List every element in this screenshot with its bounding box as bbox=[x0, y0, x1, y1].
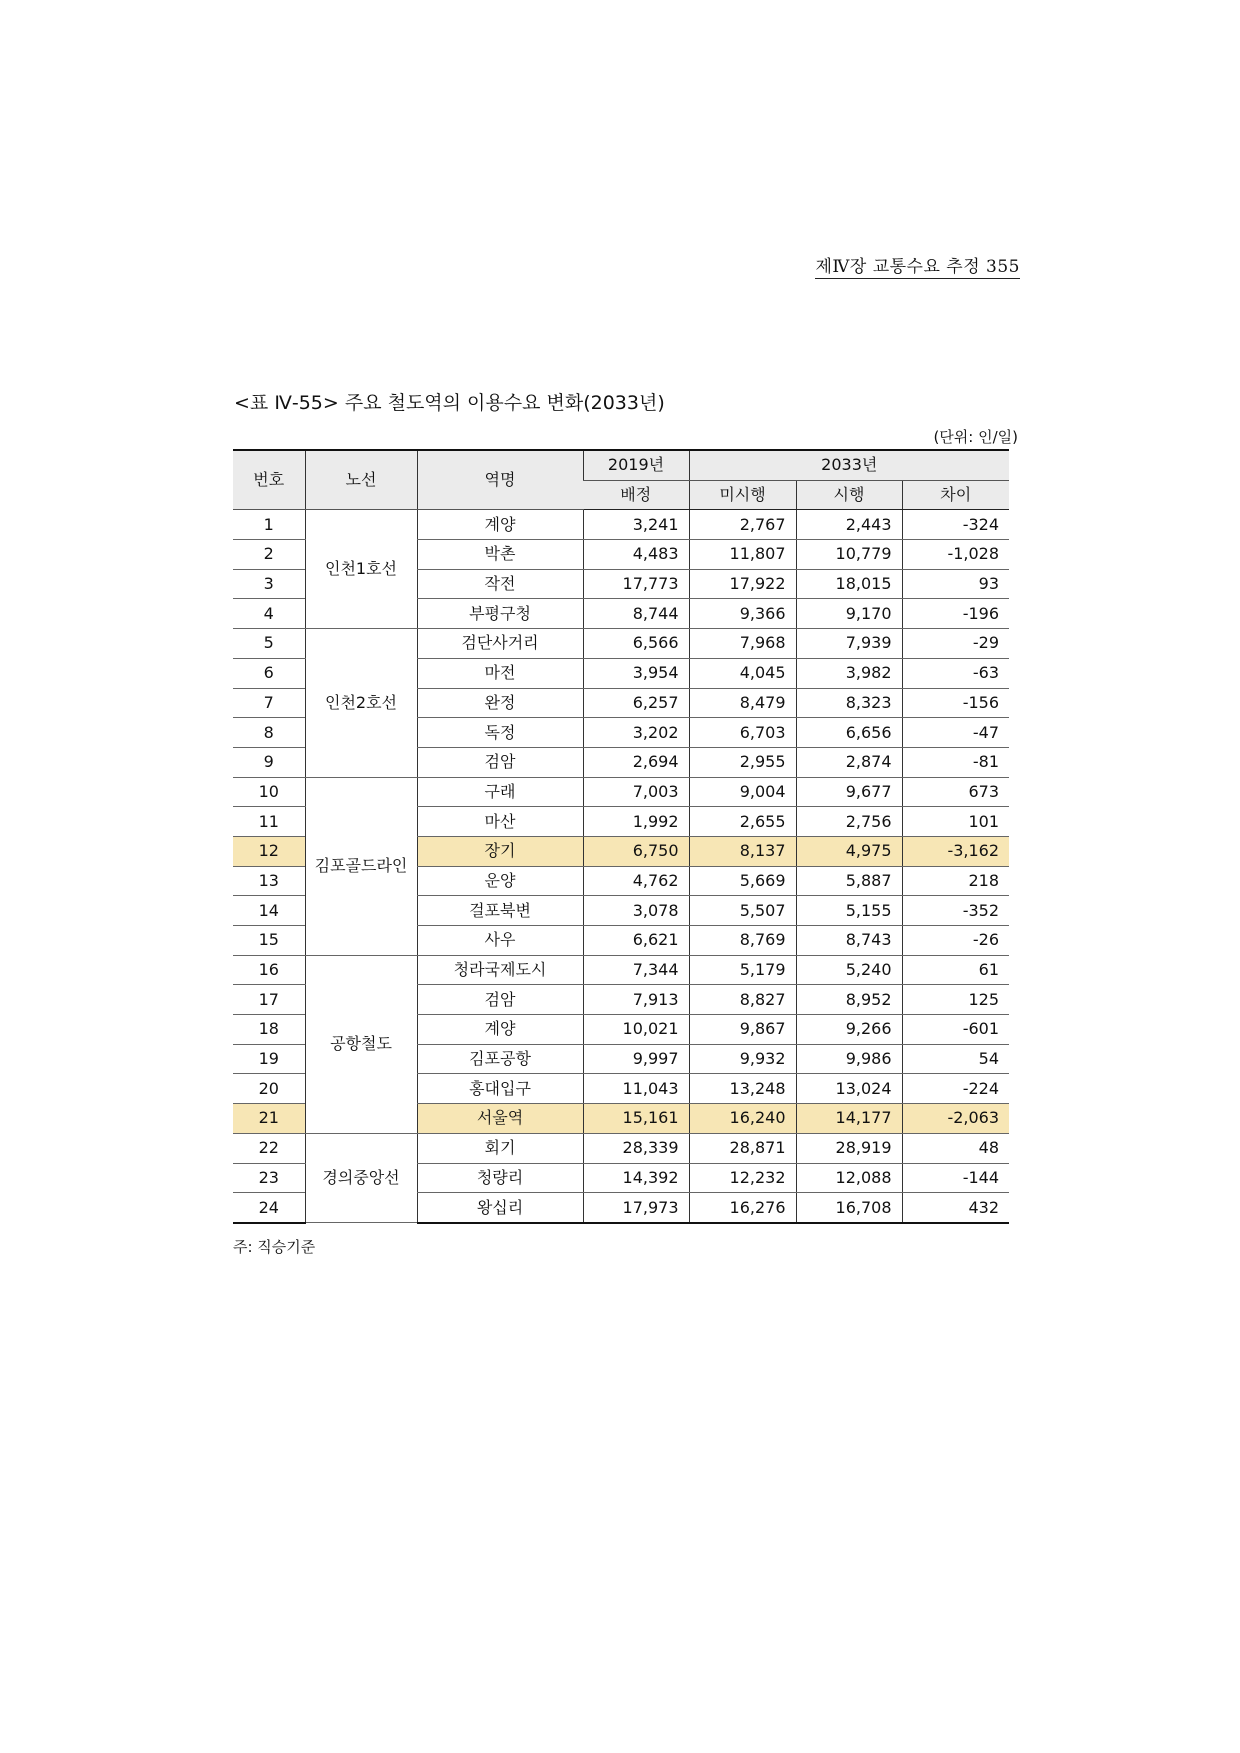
row-number: 18 bbox=[233, 1015, 305, 1045]
station-name: 독정 bbox=[417, 718, 583, 748]
header-without: 미시행 bbox=[689, 480, 796, 510]
row-number: 20 bbox=[233, 1074, 305, 1104]
with-2033: 4,975 bbox=[796, 836, 902, 866]
station-name: 청량리 bbox=[417, 1163, 583, 1193]
alloc-2019: 3,241 bbox=[583, 510, 689, 540]
station-name: 마전 bbox=[417, 658, 583, 688]
station-name: 검암 bbox=[417, 747, 583, 777]
diff-2033: 101 bbox=[902, 807, 1009, 837]
unit-note: (단위: 인/일) bbox=[933, 428, 1018, 446]
with-2033: 12,088 bbox=[796, 1163, 902, 1193]
line-name-cell: 김포골드라인 bbox=[305, 777, 417, 955]
without-2033: 5,507 bbox=[689, 896, 796, 926]
with-2033: 9,986 bbox=[796, 1044, 902, 1074]
row-number: 11 bbox=[233, 807, 305, 837]
station-name: 계양 bbox=[417, 1015, 583, 1045]
header-row-1 bbox=[233, 450, 1009, 480]
alloc-2019: 3,202 bbox=[583, 718, 689, 748]
diff-2033: 125 bbox=[902, 985, 1009, 1015]
alloc-2019: 4,762 bbox=[583, 866, 689, 896]
line-name-cell: 공항철도 bbox=[305, 955, 417, 1133]
station-name: 김포공항 bbox=[417, 1044, 583, 1074]
alloc-2019: 8,744 bbox=[583, 599, 689, 629]
without-2033: 2,955 bbox=[689, 747, 796, 777]
without-2033: 9,366 bbox=[689, 599, 796, 629]
table-body bbox=[233, 510, 1009, 1223]
without-2033: 2,655 bbox=[689, 807, 796, 837]
row-number: 8 bbox=[233, 718, 305, 748]
station-name: 부평구청 bbox=[417, 599, 583, 629]
diff-2033: -156 bbox=[902, 688, 1009, 718]
line-name-cell: 인천1호선 bbox=[305, 510, 417, 629]
diff-2033: -352 bbox=[902, 896, 1009, 926]
alloc-2019: 4,483 bbox=[583, 540, 689, 570]
row-number: 14 bbox=[233, 896, 305, 926]
header-station: 역명 bbox=[417, 450, 583, 510]
station-name: 마산 bbox=[417, 807, 583, 837]
without-2033: 2,767 bbox=[689, 510, 796, 540]
without-2033: 8,137 bbox=[689, 836, 796, 866]
station-name: 완정 bbox=[417, 688, 583, 718]
without-2033: 16,276 bbox=[689, 1193, 796, 1223]
alloc-2019: 2,694 bbox=[583, 747, 689, 777]
station-name: 왕십리 bbox=[417, 1193, 583, 1223]
with-2033: 8,743 bbox=[796, 926, 902, 956]
alloc-2019: 7,003 bbox=[583, 777, 689, 807]
station-name: 검암 bbox=[417, 985, 583, 1015]
row-number: 13 bbox=[233, 866, 305, 896]
header-line: 노선 bbox=[305, 450, 417, 510]
row-number: 17 bbox=[233, 985, 305, 1015]
diff-2033: -144 bbox=[902, 1163, 1009, 1193]
row-number: 24 bbox=[233, 1193, 305, 1223]
alloc-2019: 14,392 bbox=[583, 1163, 689, 1193]
header-no: 번호 bbox=[233, 450, 305, 510]
station-name: 걸포북변 bbox=[417, 896, 583, 926]
diff-2033: 673 bbox=[902, 777, 1009, 807]
diff-2033: 432 bbox=[902, 1193, 1009, 1223]
without-2033: 9,004 bbox=[689, 777, 796, 807]
alloc-2019: 6,566 bbox=[583, 629, 689, 659]
with-2033: 16,708 bbox=[796, 1193, 902, 1223]
diff-2033: -63 bbox=[902, 658, 1009, 688]
with-2033: 8,952 bbox=[796, 985, 902, 1015]
alloc-2019: 10,021 bbox=[583, 1015, 689, 1045]
with-2033: 28,919 bbox=[796, 1133, 902, 1163]
diff-2033: -1,028 bbox=[902, 540, 1009, 570]
without-2033: 9,932 bbox=[689, 1044, 796, 1074]
table-title: <표 Ⅳ-55> 주요 철도역의 이용수요 변화(2033년) bbox=[234, 392, 665, 414]
diff-2033: 54 bbox=[902, 1044, 1009, 1074]
without-2033: 7,968 bbox=[689, 629, 796, 659]
alloc-2019: 17,973 bbox=[583, 1193, 689, 1223]
diff-2033: -26 bbox=[902, 926, 1009, 956]
with-2033: 18,015 bbox=[796, 569, 902, 599]
header-alloc: 배정 bbox=[583, 480, 689, 510]
with-2033: 9,170 bbox=[796, 599, 902, 629]
with-2033: 7,939 bbox=[796, 629, 902, 659]
without-2033: 4,045 bbox=[689, 658, 796, 688]
with-2033: 13,024 bbox=[796, 1074, 902, 1104]
demand-table bbox=[233, 449, 1009, 1224]
alloc-2019: 3,078 bbox=[583, 896, 689, 926]
with-2033: 9,677 bbox=[796, 777, 902, 807]
without-2033: 13,248 bbox=[689, 1074, 796, 1104]
diff-2033: -81 bbox=[902, 747, 1009, 777]
row-number: 23 bbox=[233, 1163, 305, 1193]
with-2033: 2,874 bbox=[796, 747, 902, 777]
station-name: 검단사거리 bbox=[417, 629, 583, 659]
row-number: 9 bbox=[233, 747, 305, 777]
alloc-2019: 11,043 bbox=[583, 1074, 689, 1104]
table-row bbox=[233, 510, 1009, 540]
with-2033: 5,240 bbox=[796, 955, 902, 985]
header-with: 시행 bbox=[796, 480, 902, 510]
table-row bbox=[233, 777, 1009, 807]
row-number: 1 bbox=[233, 510, 305, 540]
row-number: 22 bbox=[233, 1133, 305, 1163]
with-2033: 5,887 bbox=[796, 866, 902, 896]
header-year-2033: 2033년 bbox=[689, 450, 1009, 480]
alloc-2019: 7,344 bbox=[583, 955, 689, 985]
header-year-2019: 2019년 bbox=[583, 450, 689, 480]
without-2033: 16,240 bbox=[689, 1104, 796, 1134]
alloc-2019: 3,954 bbox=[583, 658, 689, 688]
station-name: 홍대입구 bbox=[417, 1074, 583, 1104]
header-diff: 차이 bbox=[902, 480, 1009, 510]
row-number: 4 bbox=[233, 599, 305, 629]
row-number: 2 bbox=[233, 540, 305, 570]
without-2033: 5,179 bbox=[689, 955, 796, 985]
with-2033: 9,266 bbox=[796, 1015, 902, 1045]
alloc-2019: 6,621 bbox=[583, 926, 689, 956]
alloc-2019: 9,997 bbox=[583, 1044, 689, 1074]
without-2033: 8,479 bbox=[689, 688, 796, 718]
station-name: 운양 bbox=[417, 866, 583, 896]
row-number: 6 bbox=[233, 658, 305, 688]
diff-2033: 48 bbox=[902, 1133, 1009, 1163]
without-2033: 8,827 bbox=[689, 985, 796, 1015]
row-number: 5 bbox=[233, 629, 305, 659]
diff-2033: -196 bbox=[902, 599, 1009, 629]
with-2033: 14,177 bbox=[796, 1104, 902, 1134]
row-number: 19 bbox=[233, 1044, 305, 1074]
row-number: 7 bbox=[233, 688, 305, 718]
alloc-2019: 17,773 bbox=[583, 569, 689, 599]
alloc-2019: 1,992 bbox=[583, 807, 689, 837]
diff-2033: -47 bbox=[902, 718, 1009, 748]
diff-2033: -3,162 bbox=[902, 836, 1009, 866]
station-name: 작전 bbox=[417, 569, 583, 599]
alloc-2019: 28,339 bbox=[583, 1133, 689, 1163]
without-2033: 12,232 bbox=[689, 1163, 796, 1193]
without-2033: 8,769 bbox=[689, 926, 796, 956]
with-2033: 3,982 bbox=[796, 658, 902, 688]
station-name: 장기 bbox=[417, 836, 583, 866]
row-number: 15 bbox=[233, 926, 305, 956]
station-name: 회기 bbox=[417, 1133, 583, 1163]
running-header: 제Ⅳ장 교통수요 추정 355 bbox=[815, 252, 1020, 279]
table-row bbox=[233, 629, 1009, 659]
station-name: 청라국제도시 bbox=[417, 955, 583, 985]
with-2033: 2,443 bbox=[796, 510, 902, 540]
station-name: 사우 bbox=[417, 926, 583, 956]
alloc-2019: 6,750 bbox=[583, 836, 689, 866]
alloc-2019: 7,913 bbox=[583, 985, 689, 1015]
without-2033: 6,703 bbox=[689, 718, 796, 748]
diff-2033: 93 bbox=[902, 569, 1009, 599]
with-2033: 2,756 bbox=[796, 807, 902, 837]
table-row bbox=[233, 955, 1009, 985]
diff-2033: -29 bbox=[902, 629, 1009, 659]
station-name: 박촌 bbox=[417, 540, 583, 570]
row-number: 10 bbox=[233, 777, 305, 807]
station-name: 구래 bbox=[417, 777, 583, 807]
alloc-2019: 15,161 bbox=[583, 1104, 689, 1134]
station-name: 서울역 bbox=[417, 1104, 583, 1134]
with-2033: 5,155 bbox=[796, 896, 902, 926]
without-2033: 5,669 bbox=[689, 866, 796, 896]
without-2033: 17,922 bbox=[689, 569, 796, 599]
with-2033: 10,779 bbox=[796, 540, 902, 570]
with-2033: 6,656 bbox=[796, 718, 902, 748]
footnote: 주: 직승기준 bbox=[233, 1238, 316, 1256]
line-name-cell: 경의중앙선 bbox=[305, 1133, 417, 1223]
row-number: 3 bbox=[233, 569, 305, 599]
diff-2033: -224 bbox=[902, 1074, 1009, 1104]
line-name-cell: 인천2호선 bbox=[305, 629, 417, 777]
alloc-2019: 6,257 bbox=[583, 688, 689, 718]
with-2033: 8,323 bbox=[796, 688, 902, 718]
station-name: 계양 bbox=[417, 510, 583, 540]
without-2033: 9,867 bbox=[689, 1015, 796, 1045]
diff-2033: -324 bbox=[902, 510, 1009, 540]
diff-2033: -601 bbox=[902, 1015, 1009, 1045]
without-2033: 28,871 bbox=[689, 1133, 796, 1163]
without-2033: 11,807 bbox=[689, 540, 796, 570]
diff-2033: 218 bbox=[902, 866, 1009, 896]
row-number: 12 bbox=[233, 836, 305, 866]
diff-2033: -2,063 bbox=[902, 1104, 1009, 1134]
row-number: 21 bbox=[233, 1104, 305, 1134]
table-row bbox=[233, 1133, 1009, 1163]
row-number: 16 bbox=[233, 955, 305, 985]
table-header bbox=[233, 450, 1009, 510]
diff-2033: 61 bbox=[902, 955, 1009, 985]
